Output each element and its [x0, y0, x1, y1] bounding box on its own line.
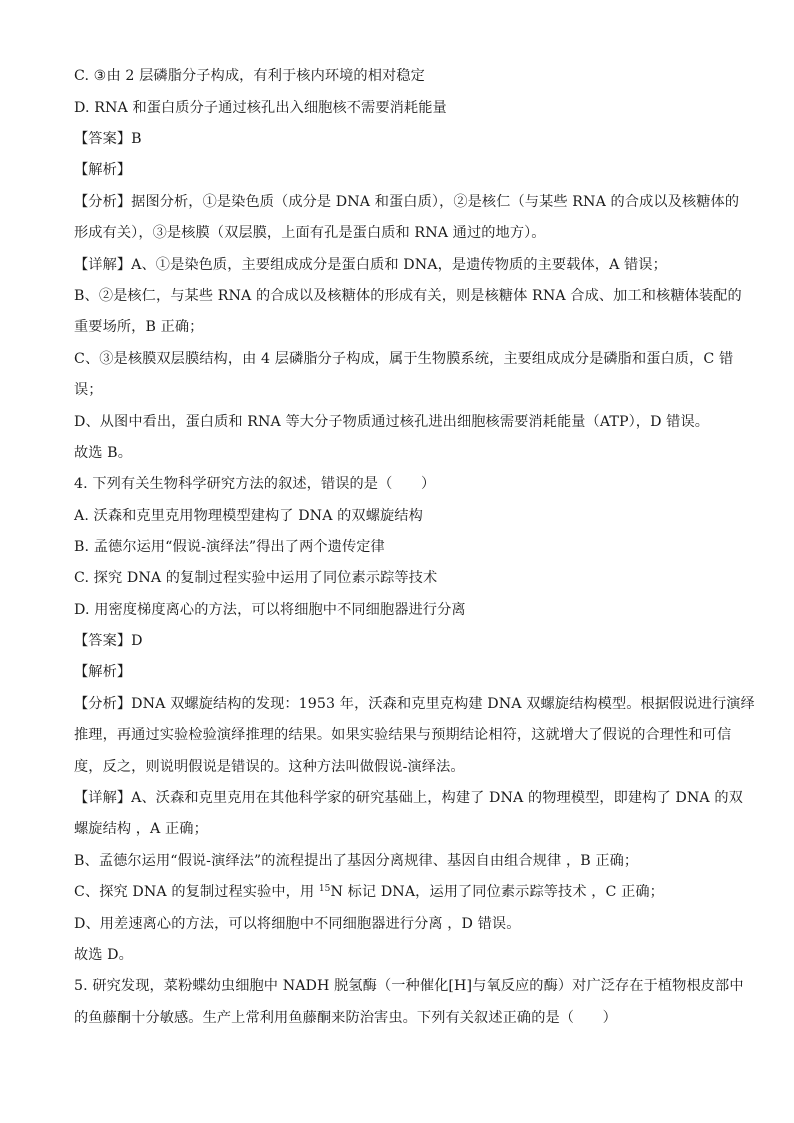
option-c-q3: C. ③由 2 层磷脂分子构成，有利于核内环境的相对稳定: [74, 68, 425, 84]
detail-c-q4: [74, 882, 722, 902]
detail-d-q3: D、从图中看出，蛋白质和 RNA 等大分子物质通过核孔进出细胞核需要消耗能量（ATP），D 错误。: [74, 414, 710, 430]
option-d-q3: D. RNA 和蛋白质分子通过核孔出入细胞核不需要消耗能量: [74, 100, 447, 116]
choice-q3: 故选 B。: [74, 445, 132, 461]
detail-c-q4-post: N 标记 DNA，运用了同位素示踪等技术 ，C 正确；: [330, 884, 664, 900]
question-4: 4. 下列有关生物科学研究方法的叙述，错误的是（ ）: [74, 476, 436, 492]
analysis-text-q4-cont1: 推理，再通过实验检验演绎推理的结果。如果实验结果与预期结论相符，这就增大了假说的合理性和可信: [74, 727, 732, 743]
detail-c-q4-pre: C、探究 DNA 的复制过程实验中，用: [74, 884, 319, 900]
detail-b-q3-cont: 重要场所，B 正确；: [74, 319, 204, 335]
detail-d-q4: D、用差速离心的方法，可以将细胞中不同细胞器进行分离 ，D 错误。: [74, 916, 521, 932]
option-d-q4: D. 用密度梯度离心的方法，可以将细胞中不同细胞器进行分离: [74, 602, 466, 618]
analysis-text-q3: 【分析】据图分析，①是染色质（成分是 DNA 和蛋白质），②是核仁（与某些 RNA 的合成以及核糖体的: [74, 194, 740, 210]
detail-c-q3: C、③是核膜双层膜结构，由 4 层磷脂分子构成，属于生物膜系统，主要组成成分是磷脂和蛋白质，C 错: [74, 351, 734, 367]
option-c-q4: C. 探究 DNA 的复制过程实验中运用了同位素示踪等技术: [74, 570, 438, 586]
detail-b-q3: B、②是核仁，与某些 RNA 的合成以及核糖体的形成有关，则是核糖体 RNA 合成、加工和核糖体装配的: [74, 288, 742, 304]
question-5-cont: 的鱼藤酮十分敏感。生产上常利用鱼藤酮来防治害虫。下列有关叙述正确的是（ ）: [74, 1010, 617, 1026]
analysis-heading-q4: 【解析】: [74, 664, 132, 680]
detail-b-q4: B、孟德尔运用“假说-演绎法”的流程提出了基因分离规律、基因自由组合规律 ，B 正确；: [74, 853, 639, 869]
detail-a-q4-cont: 螺旋结构 ，A 正确；: [74, 821, 208, 837]
option-b-q4: B. 孟德尔运用“假说-演绎法”得出了两个遗传定律: [74, 539, 385, 555]
option-a-q4: A. 沃森和克里克用物理模型建构了 DNA 的双螺旋结构: [74, 508, 423, 524]
analysis-text-q3-cont: 形成有关），③是核膜（双层膜，上面有孔是蛋白质和 RNA 通过的地方）。: [74, 225, 546, 241]
answer-q3: 【答案】B: [74, 131, 142, 147]
detail-c-q3-cont: 误；: [74, 382, 103, 398]
analysis-heading-q3: 【解析】: [74, 162, 132, 178]
question-5: 5. 研究发现，菜粉蝶幼虫细胞中 NADH 脱氢酶（一种催化[H]与氧反应的酶）对广泛存在于植物根皮部中: [74, 978, 744, 994]
analysis-text-q4: 【分析】DNA 双螺旋结构的发现：1953 年，沃森和克里克构建 DNA 双螺旋结构模型。根据假说进行演绎: [74, 696, 755, 712]
detail-a-q4: 【详解】A、沃森和克里克用在其他科学家的研究基础上，构建了 DNA 的物理模型，即建构了 DNA 的双: [74, 790, 743, 806]
choice-q4: 故选 D。: [74, 947, 133, 963]
isotope-superscript: 15: [318, 884, 331, 894]
answer-q4: 【答案】D: [74, 633, 143, 649]
detail-a-q3: 【详解】A、①是染色质，主要组成成分是蛋白质和 DNA，是遗传物质的主要载体，A 错误；: [74, 257, 667, 273]
analysis-text-q4-cont2: 度，反之，则说明假说是错误的。这种方法叫做假说-演绎法。: [74, 759, 465, 775]
